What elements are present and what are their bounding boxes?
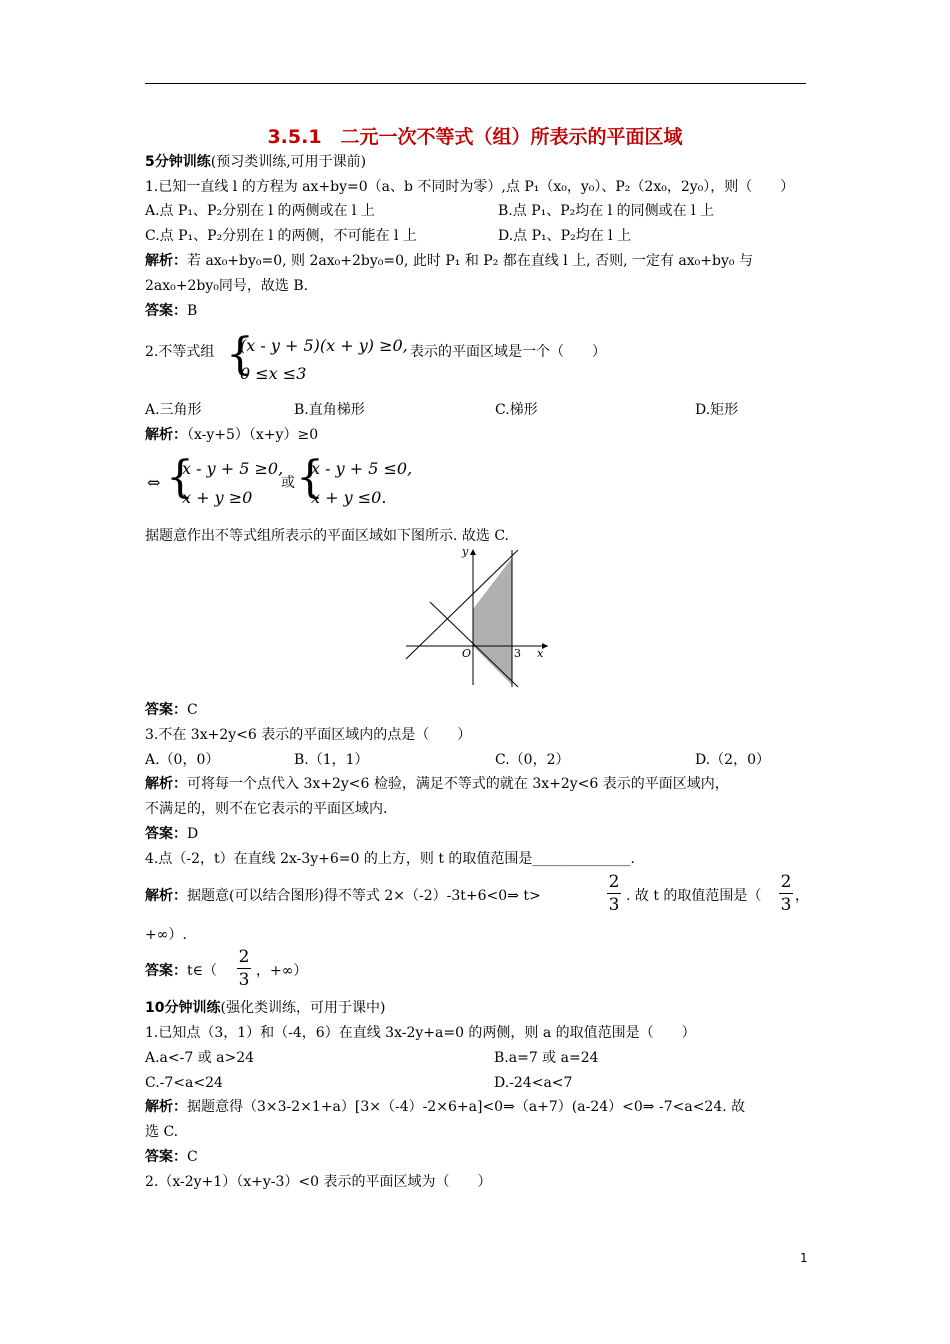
- answer-label: 答案：: [145, 826, 187, 842]
- fraction-denominator: 3: [608, 895, 620, 915]
- answer-label: 答案：: [145, 963, 187, 979]
- q3-option-d: D.（2，0）: [695, 752, 770, 768]
- answer-label: 答案：: [145, 702, 187, 718]
- analysis-label: 解析：: [145, 427, 187, 443]
- q2-option-a: A.三角形: [145, 402, 202, 418]
- iff-symbol: ⇔: [147, 473, 161, 492]
- q1-analysis-cont: 2ax₀+2by₀同号，故选 B.: [145, 278, 309, 294]
- answer-label: 答案：: [145, 303, 187, 319]
- q1-option-a: A.点 P₁、P₂分别在 l 的两侧或在 l 上: [145, 203, 375, 219]
- section-title: 10分钟训练: [145, 1000, 221, 1016]
- analysis-text: （x-y+5）（x+y）≥0: [187, 427, 319, 443]
- q3-option-c: C.（0，2）: [495, 752, 570, 768]
- q4-analysis: [145, 886, 541, 906]
- p1-option-a: A.a<-7 或 a>24: [145, 1050, 255, 1066]
- q3-option-a: A.（0，0）: [145, 752, 220, 768]
- q2-option-d: D.矩形: [695, 402, 739, 418]
- case1-line1: x - y + 5 ≥0,: [182, 459, 284, 478]
- q4-answer: [145, 961, 217, 981]
- section-heading: [145, 152, 366, 172]
- q3-analysis: [145, 774, 729, 794]
- q4-analysis-mid: . 故 t 的取值范围是（: [626, 888, 762, 904]
- q2-stem-post: 表示的平面区域是一个（ ）: [410, 344, 606, 360]
- shaded-region: [473, 558, 512, 685]
- answer-value: t∈（: [187, 963, 217, 979]
- q2-option-b: B.直角梯形: [294, 402, 365, 418]
- q4-analysis-comma: ，: [795, 888, 809, 904]
- case1-line2: x + y ≥0: [182, 488, 253, 507]
- analysis-text: 可将每一个点代入 3x+2y<6 检验，满足不等式的就在 3x+2y<6 表示的平面区域内，: [187, 776, 729, 792]
- label-y: y: [462, 545, 469, 558]
- q3-answer: [145, 824, 198, 844]
- q3-analysis-cont: 不满足的，则不在它表示的平面区域内.: [145, 801, 388, 817]
- section-heading: [145, 998, 385, 1018]
- section-note: (预习类训练,可用于课前): [210, 154, 367, 170]
- header-rule: [145, 83, 806, 84]
- analysis-text: 据题意得（3×3-2×1+a）[3×（-4）-2×6+a]<0⇒（a+7）(a-24）<0⇒ -7<a<24. 故: [187, 1099, 746, 1115]
- p1-answer: [145, 1147, 198, 1167]
- p1-analysis-cont: 选 C.: [145, 1124, 179, 1140]
- answer-value: C: [187, 1149, 198, 1165]
- p1-option-b: B.a=7 或 a=24: [494, 1050, 599, 1066]
- answer-value: C: [187, 702, 198, 718]
- fraction-two-thirds: [604, 872, 624, 915]
- fraction-denominator: 3: [238, 970, 250, 990]
- p2-stem: 2.（x-2y+1）（x+y-3）<0 表示的平面区域为（ ）: [145, 1174, 492, 1190]
- fraction-two-thirds: [776, 872, 796, 915]
- label-three: 3: [514, 647, 521, 660]
- p1-option-d: D.-24<a<7: [494, 1075, 573, 1091]
- q3-stem: 3.不在 3x+2y<6 表示的平面区域内的点是（ ）: [145, 727, 472, 743]
- analysis-label: 解析：: [145, 888, 187, 904]
- analysis-label: 解析：: [145, 1099, 187, 1115]
- page-title: 3.5.1 二元一次不等式（组）所表示的平面区域: [267, 126, 683, 148]
- analysis-label: 解析：: [145, 253, 187, 269]
- q2-analysis: [145, 425, 318, 445]
- section-note: (强化类训练，可用于课中): [220, 1000, 386, 1016]
- answer-value: B: [187, 303, 198, 319]
- fraction-two-thirds: [234, 947, 254, 990]
- fraction-bar: [237, 968, 251, 969]
- fraction-bar: [607, 893, 621, 894]
- section-title: 5分钟训练: [145, 154, 211, 170]
- fraction-numerator: 2: [780, 872, 792, 892]
- q1-stem: 1.已知一直线 l 的方程为 ax+by=0（a、b 不同时为零）,点 P₁（x₀，y₀）、P₂（2x₀，2y₀），则（ ）: [145, 179, 795, 195]
- label-origin: O: [462, 647, 472, 660]
- q4-analysis-cont: +∞）.: [145, 927, 187, 943]
- analysis-text: 据题意(可以结合图形)得不等式 2×（-2）-3t+6<0⇒ t>: [187, 888, 541, 904]
- q1-answer: [145, 301, 197, 321]
- fraction-bar: [779, 893, 793, 894]
- case2-line1: x - y + 5 ≤0,: [311, 459, 413, 478]
- answer-value: D: [187, 826, 199, 842]
- p1-analysis: [145, 1097, 745, 1117]
- q2-system-line2: 0 ≤x ≤3: [240, 364, 307, 383]
- answer-label: 答案：: [145, 1149, 187, 1165]
- region-figure: [400, 545, 550, 690]
- q1-analysis: [145, 251, 753, 271]
- q2-stem-pre: 2.不等式组: [145, 344, 215, 360]
- y-axis-arrow: [470, 549, 476, 555]
- q4-stem: 4.点（-2，t）在直线 2x-3y+6=0 的上方，则 t 的取值范围是______________.: [145, 851, 635, 867]
- label-x: x: [537, 647, 544, 660]
- q3-option-b: B.（1，1）: [294, 752, 369, 768]
- fraction-denominator: 3: [780, 895, 792, 915]
- q1-option-b: B.点 P₁、P₂均在 l 的同侧或在 l 上: [498, 203, 715, 219]
- q2-brace-left: {: [166, 452, 194, 503]
- p1-option-c: C.-7<a<24: [145, 1075, 223, 1091]
- case2-line2: x + y ≤0.: [311, 488, 387, 507]
- q2-analysis-cont: 据题意作出不等式组所表示的平面区域如下图所示. 故选 C.: [145, 528, 510, 544]
- fraction-numerator: 2: [608, 872, 620, 892]
- q4-answer-tail: ，+∞）: [256, 963, 308, 979]
- q2-system-line1: (x - y + 5)(x + y) ≥0,: [240, 336, 408, 355]
- q2-option-c: C.梯形: [495, 402, 538, 418]
- fraction-numerator: 2: [238, 947, 250, 967]
- or-word: 或: [281, 475, 295, 491]
- q1-option-c: C.点 P₁、P₂分别在 l 的两侧，不可能在 l 上: [145, 228, 417, 244]
- q2-brace-right: {: [296, 452, 324, 503]
- analysis-label: 解析：: [145, 776, 187, 792]
- p1-stem: 1.已知点（3，1）和（-4，6）在直线 3x-2y+a=0 的两侧，则 a 的取值范围是（ ）: [145, 1025, 696, 1041]
- page-number: 1: [800, 1251, 808, 1265]
- q1-option-d: D.点 P₁、P₂均在 l 上: [498, 228, 632, 244]
- q2-brace: {: [226, 329, 254, 380]
- analysis-text: 若 ax₀+by₀=0, 则 2ax₀+2by₀=0, 此时 P₁ 和 P₂ 都在直线 l 上, 否则, 一定有 ax₀+by₀ 与: [187, 253, 753, 269]
- q2-answer: [145, 700, 198, 720]
